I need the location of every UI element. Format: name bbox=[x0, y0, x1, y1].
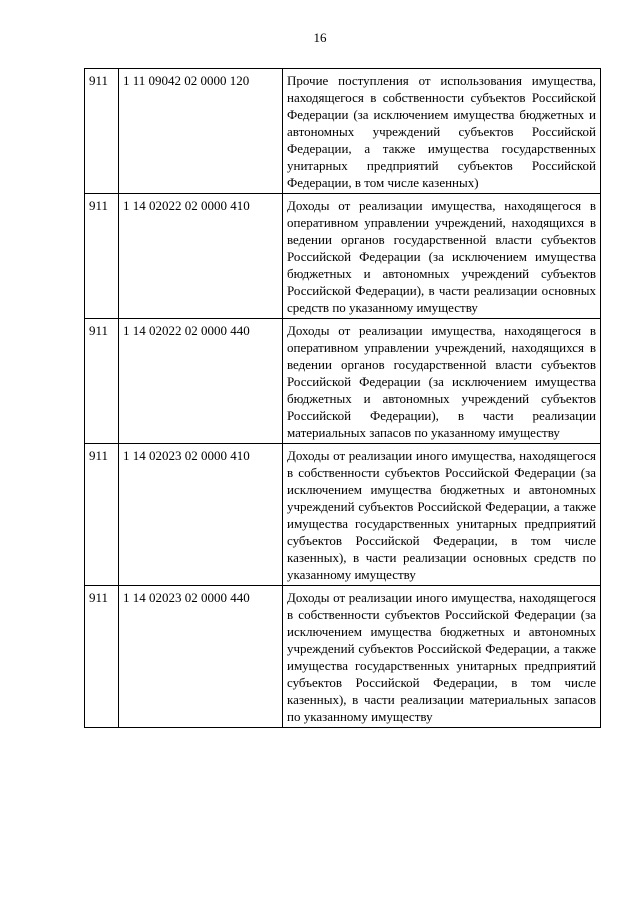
budget-code-cell: 1 14 02022 02 0000 410 bbox=[119, 194, 283, 319]
description-cell: Доходы от реализации имущества, находящегося в оперативном управлении учреждений, находящихся в ведении органов государственной власти субъектов Российской Федерации (за исключением имущества бюджетных и автономных учреждений субъектов Российской Федерации), в части реализации основных средств по указанному имуществу bbox=[283, 194, 601, 319]
table-row bbox=[85, 444, 601, 586]
description-cell: Доходы от реализации иного имущества, находящегося в собственности субъектов Российской Федерации (за исключением имущества бюджетных и автономных учреждений субъектов Российской Федерации, а также имущества государственных унитарных предприятий субъектов Российской Федерации, в том числе казенных), в части реализации материальных запасов по указанному имуществу bbox=[283, 586, 601, 728]
description-cell: Доходы от реализации иного имущества, находящегося в собственности субъектов Российской Федерации (за исключением имущества бюджетных и автономных учреждений субъектов Российской Федерации, а также имущества государственных унитарных предприятий субъектов Российской Федерации, в том числе казенных), в части реализации основных средств по указанному имуществу bbox=[283, 444, 601, 586]
admin-code-cell: 911 bbox=[85, 586, 119, 728]
table-row bbox=[85, 586, 601, 728]
admin-code-cell: 911 bbox=[85, 194, 119, 319]
admin-code-cell: 911 bbox=[85, 69, 119, 194]
description-cell: Прочие поступления от использования имущества, находящегося в собственности субъектов Российской Федерации (за исключением имущества бюджетных и автономных учреждений субъектов Российской Федерации, а также имущества государственных унитарных предприятий субъектов Российской Федерации, в том числе казенных) bbox=[283, 69, 601, 194]
admin-code-cell: 911 bbox=[85, 319, 119, 444]
table-row bbox=[85, 69, 601, 194]
budget-code-cell: 1 14 02023 02 0000 410 bbox=[119, 444, 283, 586]
table-row bbox=[85, 319, 601, 444]
table-row bbox=[85, 194, 601, 319]
revenue-codes-table bbox=[84, 68, 601, 728]
description-cell: Доходы от реализации имущества, находящегося в оперативном управлении учреждений, находящихся в ведении органов государственной власти субъектов Российской Федерации (за исключением имущества бюджетных и автономных учреждений субъектов Российской Федерации), в части реализации материальных запасов по указанному имуществу bbox=[283, 319, 601, 444]
budget-code-cell: 1 11 09042 02 0000 120 bbox=[119, 69, 283, 194]
admin-code-cell: 911 bbox=[85, 444, 119, 586]
page-number: 16 bbox=[313, 30, 327, 45]
budget-code-cell: 1 14 02022 02 0000 440 bbox=[119, 319, 283, 444]
budget-code-cell: 1 14 02023 02 0000 440 bbox=[119, 586, 283, 728]
